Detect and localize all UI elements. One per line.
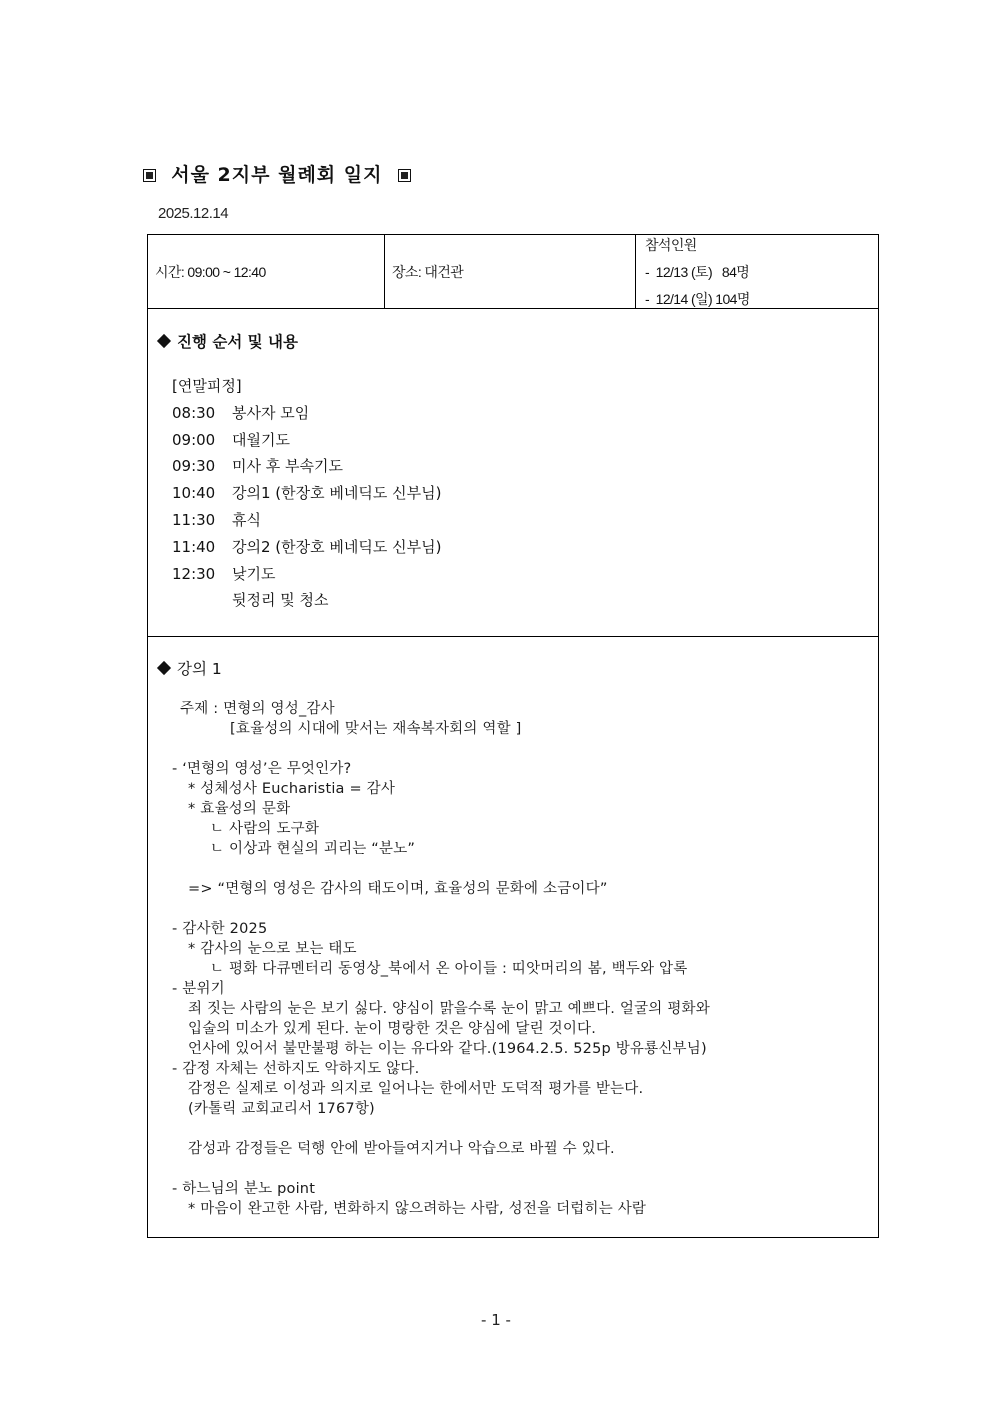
lecture-line: - 분위기 — [172, 981, 225, 997]
schedule-time: 09:30 — [172, 457, 216, 476]
document-title — [143, 160, 411, 187]
lecture-line: ㄴ 이상과 현실의 괴리는 “분노” — [210, 841, 416, 857]
schedule-item — [172, 429, 441, 456]
program-section — [148, 309, 878, 637]
square-filled-icon — [398, 169, 411, 182]
lecture-subtopic: [효율성의 시대에 맞서는 재속복자회의 역할 ] — [230, 721, 522, 737]
schedule-desc: 낮기도 — [232, 564, 276, 583]
schedule-time: 08:30 — [172, 403, 216, 422]
attendance-label: 참석인원 — [645, 237, 697, 253]
lecture-line: * 감사의 눈으로 보는 태도 — [188, 941, 357, 957]
schedule-time: 10:40 — [172, 484, 216, 503]
schedule-item — [172, 536, 441, 563]
page-number: - 1 - — [481, 1311, 511, 1329]
schedule-item — [172, 482, 441, 509]
document-title-text: 서울 2지부 월례회 일지 — [171, 164, 383, 186]
place-value: 장소: 대건관 — [392, 264, 464, 280]
schedule-time: 11:30 — [172, 510, 216, 529]
schedule-item — [172, 509, 441, 536]
lecture-line: - ‘면형의 영성’은 무엇인가? — [172, 761, 352, 777]
minutes-table — [147, 234, 879, 1238]
schedule-subtitle: [연말피정] — [172, 377, 242, 395]
schedule-desc: 봉사자 모임 — [232, 403, 310, 422]
schedule-desc: 뒷정리 및 청소 — [232, 591, 329, 610]
lecture-line: ㄴ 사람의 도구화 — [210, 821, 320, 837]
schedule-desc: 강의1 (한장호 베네딕도 신부님) — [232, 484, 442, 503]
schedule-desc: 미사 후 부속기도 — [232, 457, 343, 476]
time-cell — [148, 235, 385, 308]
time-value: 시간: 09:00 ~ 12:40 — [155, 264, 266, 280]
lecture-line: ㄴ 평화 다큐멘터리 동영상_북에서 온 아이들 : 띠앗머리의 봄, 백두와 압록 — [210, 961, 688, 977]
schedule-item — [172, 455, 441, 482]
schedule-item — [172, 402, 441, 429]
document-date: 2025.12.14 — [158, 205, 229, 222]
lecture-line: - 감정 자체는 선하지도 악하지도 않다. — [172, 1061, 420, 1077]
place-cell — [385, 235, 636, 308]
lecture-heading — [156, 657, 222, 679]
program-heading-text: 진행 순서 및 내용 — [177, 333, 299, 351]
diamond-icon — [157, 334, 171, 348]
lecture-line: => “면형의 영성은 감사의 태도이며, 효율성의 문화에 소금이다” — [188, 881, 608, 897]
schedule-time: 09:00 — [172, 430, 216, 449]
lecture-line: 죄 짓는 사람의 눈은 보기 싫다. 양심이 맑을수록 눈이 맑고 예쁘다. 얼굴의 평화와 — [188, 1001, 710, 1017]
lecture-heading-text: 강의 1 — [177, 660, 222, 678]
lecture-line: * 마음이 완고한 사람, 변화하지 않으려하는 사람, 성전을 더럽히는 사람 — [188, 1201, 647, 1217]
lecture-section — [148, 637, 878, 1239]
schedule-time: 11:40 — [172, 537, 216, 556]
schedule-time: 12:30 — [172, 564, 216, 583]
lecture-line: 입술의 미소가 있게 된다. 눈이 명랑한 것은 양심에 달린 것이다. — [188, 1021, 597, 1037]
lecture-line: - 감사한 2025 — [172, 921, 268, 937]
schedule-item — [172, 563, 441, 590]
schedule-desc: 휴식 — [232, 510, 261, 529]
info-row — [148, 235, 878, 309]
schedule-item — [172, 589, 441, 616]
lecture-topic: 주제 : 면형의 영성_감사 — [180, 701, 335, 717]
attendance-line: - 12/13 (토) 84명 — [645, 264, 750, 280]
lecture-line: * 성체성사 Eucharistia = 감사 — [188, 781, 396, 797]
square-filled-icon — [143, 169, 156, 182]
program-heading — [156, 330, 298, 352]
attendance-cell — [636, 235, 880, 308]
lecture-line: 감성과 감정들은 덕행 안에 받아들여지거나 악습으로 바뀔 수 있다. — [188, 1141, 615, 1157]
lecture-line: - 하느님의 분노 point — [172, 1181, 316, 1197]
lecture-line: * 효율성의 문화 — [188, 801, 291, 817]
lecture-line: (카톨릭 교회교리서 1767항) — [188, 1101, 375, 1117]
lecture-line: 언사에 있어서 불만불평 하는 이는 유다와 같다.(1964.2.5. 525p 방유룡신부님) — [188, 1041, 707, 1057]
schedule-list — [172, 375, 441, 616]
lecture-line: 감정은 실제로 이성과 의지로 일어나는 한에서만 도덕적 평가를 받는다. — [188, 1081, 644, 1097]
schedule-desc: 대월기도 — [232, 430, 290, 449]
diamond-icon — [157, 661, 171, 675]
schedule-desc: 강의2 (한장호 베네딕도 신부님) — [232, 537, 442, 556]
attendance-line: - 12/14 (일) 104명 — [645, 291, 750, 307]
